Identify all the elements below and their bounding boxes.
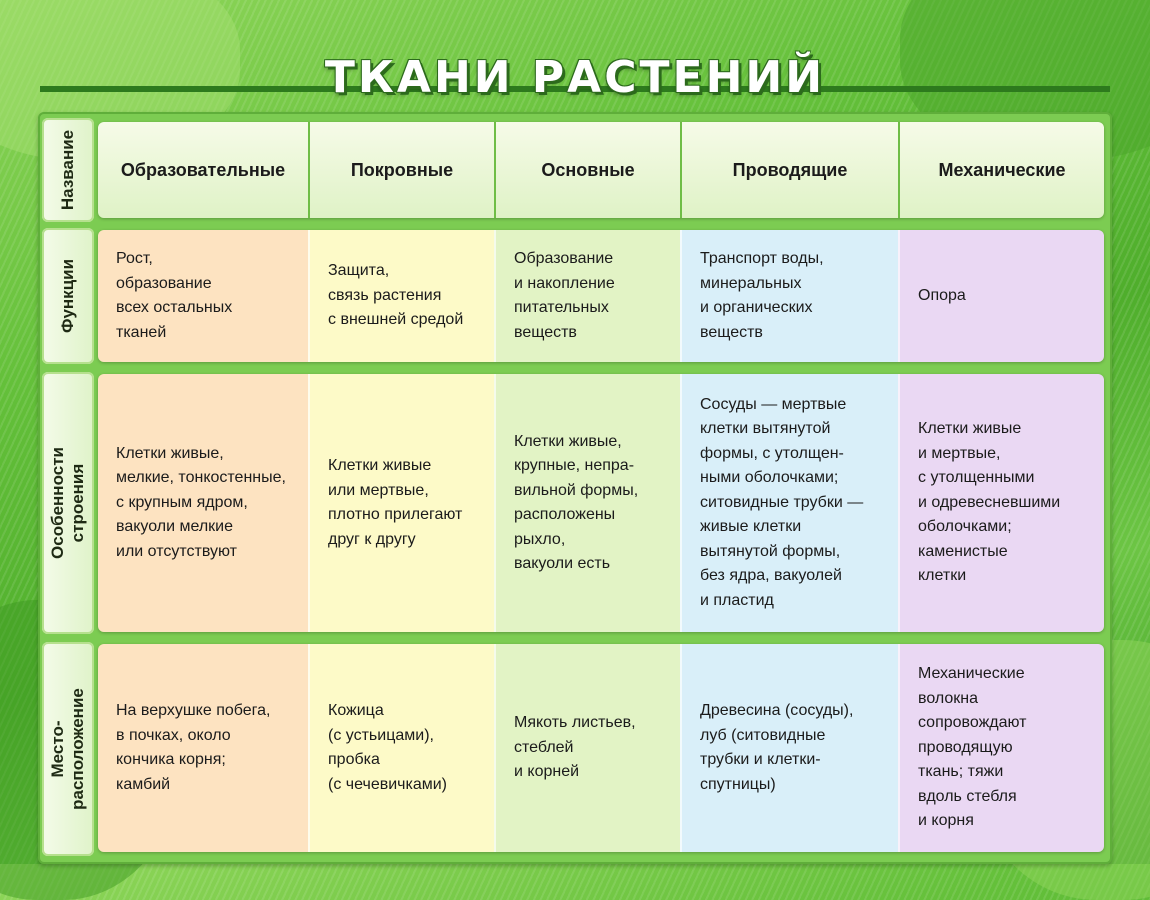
functions-cell-mechanical: Опора (898, 230, 1104, 362)
header-row (98, 122, 1104, 218)
structure-cell-conductive: Сосуды — мертвые клетки вытянутой формы, с утолщен- ными оболочками; ситовидные трубки — живые клетки вытянутой формы, без ядра, вакуолей и пластид (680, 374, 898, 632)
row-label-structure (42, 372, 94, 634)
structure-cell-ground: Клетки живые, крупные, непра- вильной формы, расположены рыхло, вакуоли есть (494, 374, 680, 632)
functions-cell-conductive: Транспорт воды, минеральных и органических веществ (680, 230, 898, 362)
functions-cell-educational: Рост, образование всех остальных тканей (98, 230, 308, 362)
row-label-name-text: Название (58, 129, 77, 211)
location-cell-mechanical: Механические волокна сопровождают проводящую ткань; тяжи вдоль стебля и корня (898, 644, 1104, 852)
column-header-mechanical: Механические (898, 122, 1104, 218)
location-cell-integumentary: Кожица (с устьицами), пробка (с чечевичками) (308, 644, 494, 852)
column-header-ground: Основные (494, 122, 680, 218)
location-cell-educational: На верхушке побега, в почках, около кончика корня; камбий (98, 644, 308, 852)
column-header-integumentary: Покровные (308, 122, 494, 218)
location-cell-ground: Мякоть листьев, стеблей и корней (494, 644, 680, 852)
row-label-location-text: Место- расположение (48, 688, 87, 810)
row-label-name (42, 118, 94, 222)
structure-row (98, 374, 1104, 632)
row-label-functions (42, 228, 94, 364)
functions-cell-ground: Образование и накопление питательных веществ (494, 230, 680, 362)
functions-row (98, 230, 1104, 362)
column-header-educational: Образовательные (120, 159, 286, 180)
row-label-functions-text: Функции (58, 258, 77, 334)
location-cell-conductive: Древесина (сосуды), луб (ситовидные трубки и клетки- спутницы) (680, 644, 898, 852)
row-label-location (42, 642, 94, 856)
row-label-structure-text: Особенности строения (48, 447, 88, 559)
page-title: ТКАНИ РАСТЕНИЙ (324, 52, 826, 103)
structure-cell-mechanical: Клетки живые и мертвые, с утолщенными и одревесневшими оболочками; каменистые клетки (898, 374, 1104, 632)
structure-cell-integumentary: Клетки живые или мертвые, плотно прилегают друг к другу (308, 374, 494, 632)
structure-cell-educational: Клетки живые, мелкие, тонкостенные, с крупным ядром, вакуоли мелкие или отсутствуют (98, 374, 308, 632)
location-row (98, 644, 1104, 852)
functions-cell-integumentary: Защита, связь растения с внешней средой (308, 230, 494, 362)
column-header-conductive: Проводящие (680, 122, 898, 218)
